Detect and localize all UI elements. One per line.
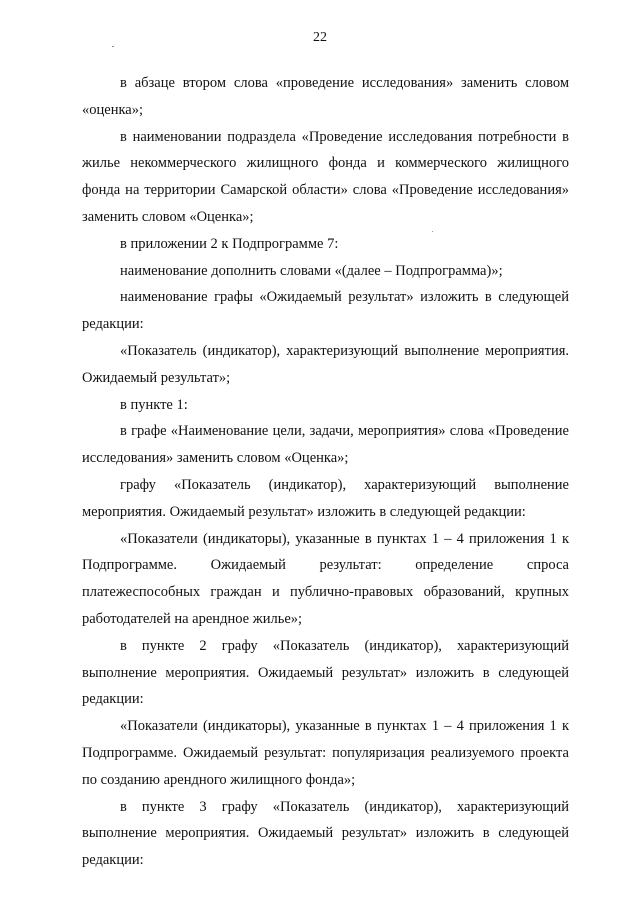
paragraph-grafa-naimenovanie-celi: в графе «Наименование цели, задачи, мероприятия» слова «Проведение исследования» заменить словом «Оценка»; xyxy=(82,423,569,467)
paragraph-naimenovanie-grafy: наименование графы «Ожидаемый результат» изложить в следующей редакции: xyxy=(82,289,569,333)
document-body xyxy=(82,70,569,874)
paragraph-punkt-1: в пункте 1: xyxy=(120,396,188,413)
paragraph-pokazateli-populyarizaciya: «Показатели (индикаторы), указанные в пунктах 1 – 4 приложения 1 к Подпрограмме. Ожидаемый результат: популяризация реализуемого проекта по созданию арендного жилищного фонда»; xyxy=(82,718,569,788)
page-number: 22 xyxy=(313,30,327,45)
paragraph-pokazateli-opredelenie-sprosa: «Показатели (индикаторы), указанные в пунктах 1 – 4 приложения 1 к Подпрограмме. Ожидаемый результат: определение спроса платежеспособных граждан и публично-правовых образований, крупных работодателей на арендное жилье»; xyxy=(82,530,569,627)
paragraph-pokazatel-indikator: «Показатель (индикатор), характеризующий выполнение мероприятия. Ожидаемый результат»; xyxy=(82,342,569,386)
paragraph-grafu-pokazatel: графу «Показатель (индикатор), характеризующий выполнение мероприятия. Ожидаемый результат» изложить в следующей редакции: xyxy=(82,476,569,520)
scan-mark xyxy=(112,46,114,47)
paragraph-abzac-vtorom: в абзаце втором слова «проведение исследования» заменить словом «оценка»; xyxy=(82,75,569,118)
paragraph-punkt-2: в пункте 2 графу «Показатель (индикатор), характеризующий выполнение мероприятия. Ожидаемый результат» изложить в следующей редакции: xyxy=(82,637,569,708)
paragraph-naimenovanie-dopolnit: наименование дополнить словами «(далее – Подпрограмма)»; xyxy=(120,262,503,279)
paragraph-naimenovanie-podrazdela: в наименовании подраздела «Проведение исследования потребности в жилье некоммерческого жилищного фонда и коммерческого жилищного фонда на территории Самарской области» слова «Проведение исследования» заменить словом «Оценка»; xyxy=(82,128,569,225)
paragraph-punkt-3: в пункте 3 графу «Показатель (индикатор), характеризующий выполнение мероприятия. Ожидаемый результат» изложить в следующей редакции: xyxy=(82,798,569,869)
paragraph-prilozhenie-2: в приложении 2 к Подпрограмме 7: xyxy=(120,235,339,252)
